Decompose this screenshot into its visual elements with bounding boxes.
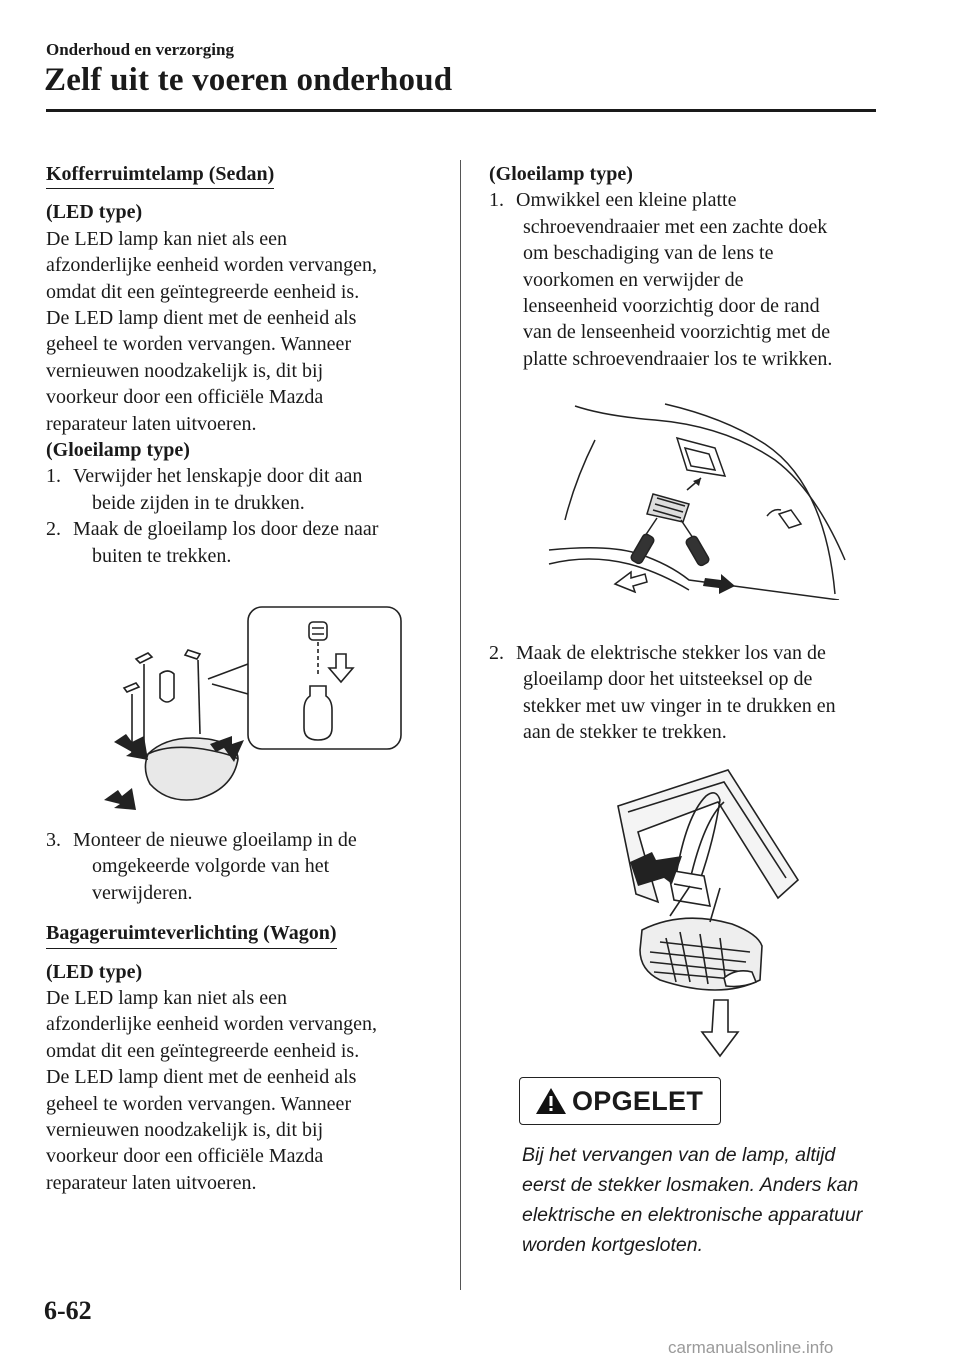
- step-text-line: stekker met uw vinger in te drukken en: [523, 694, 836, 717]
- caution-label: OPGELET: [572, 1085, 704, 1116]
- left-column-top: [46, 161, 446, 569]
- step-number: 1.: [489, 189, 504, 212]
- section-label: Onderhoud en verzorging: [46, 40, 234, 59]
- step-text-line: om beschadiging van de lens te: [523, 242, 774, 265]
- title-rule: [46, 109, 876, 112]
- step-text-line: platte schroevendraaier los te wrikken.: [523, 347, 833, 370]
- plug-disconnect-figure: [610, 766, 805, 1058]
- step-number: 3.: [46, 829, 61, 851]
- step-number: 2.: [489, 642, 504, 664]
- page-title: Zelf uit te voeren onderhoud: [44, 62, 453, 98]
- caution-text-line: eerst de stekker losmaken. Anders kan: [522, 1174, 859, 1196]
- bulb-type-label: (Gloeilamp type): [489, 163, 633, 185]
- step-text-line: Monteer de nieuwe gloeilamp in de: [73, 829, 357, 851]
- caution-box: [519, 1077, 721, 1125]
- led-text-line: afzonderlijke eenheid worden vervangen,: [46, 254, 377, 277]
- led-text-line: De LED lamp dient met de eenheid als: [46, 307, 357, 330]
- step-text-line: omgekeerde volgorde van het: [92, 855, 330, 878]
- led-text-line: omdat dit een geïntegreerde eenheid is.: [46, 280, 360, 303]
- led-text-line: omdat dit een geïntegreerde eenheid is.: [46, 1039, 360, 1062]
- led-type-label: (LED type): [46, 960, 143, 983]
- step-text-line: voorkomen en verwijder de: [523, 268, 744, 291]
- heading-bagageruimteverlichting: Bagageruimteverlichting (Wagon): [46, 920, 337, 948]
- lens-cover-removal-figure: [100, 604, 405, 814]
- step-text-line: van de lenseenheid voorzichtig met de: [523, 321, 831, 344]
- heading-kofferruimtelamp: Kofferruimtelamp (Sedan): [46, 161, 274, 189]
- led-text-line: voorkeur door een officiële Mazda: [46, 1145, 324, 1168]
- step-number: 1.: [46, 465, 61, 488]
- step-text-line: Verwijder het lenskapje door dit aan: [73, 465, 363, 488]
- led-text-line: De LED lamp dient met de eenheid als: [46, 1066, 357, 1089]
- step-text-line: aan de stekker te trekken.: [523, 721, 727, 744]
- step-2: [489, 640, 889, 746]
- caution-text: [522, 1140, 882, 1260]
- step-text-line: schroevendraaier met een zachte doek: [523, 215, 828, 238]
- bulb-type-label: (Gloeilamp type): [46, 439, 190, 462]
- caution-text-line: elektrische en elektronische apparatuur: [522, 1204, 863, 1226]
- led-type-label: (LED type): [46, 201, 143, 224]
- column-divider: [460, 160, 461, 1290]
- step-text-line: Maak de elektrische stekker los van de: [516, 642, 826, 664]
- led-text-line: De LED lamp kan niet als een: [46, 987, 288, 1010]
- caution-text-line: Bij het vervangen van de lamp, altijd: [522, 1144, 836, 1166]
- step-text-line: verwijderen.: [92, 881, 193, 904]
- watermark: carmanualsonline.info: [668, 1338, 834, 1357]
- step-3: [46, 827, 446, 906]
- step-text-line: lenseenheid voorzichtig door de rand: [523, 295, 820, 318]
- led-text-line: vernieuwen noodzakelijk is, dit bij: [46, 359, 324, 382]
- warning-icon: [534, 1086, 568, 1116]
- led-text-line: De LED lamp kan niet als een: [46, 227, 288, 250]
- right-column-middle: [489, 640, 889, 746]
- step-1: [489, 187, 889, 372]
- step-text-line: gloeilamp door het uitsteeksel op de: [523, 668, 813, 691]
- led-text-line: geheel te worden vervangen. Wanneer: [46, 333, 352, 356]
- step-2: [46, 516, 446, 569]
- led-text-line: geheel te worden vervangen. Wanneer: [46, 1092, 352, 1115]
- step-text-line: Omwikkel een kleine platte: [516, 189, 737, 212]
- led-text-line: reparateur laten uitvoeren.: [46, 1171, 257, 1194]
- caution-text-line: worden kortgesloten.: [522, 1234, 704, 1256]
- step-number: 2.: [46, 518, 61, 541]
- led-text-line: reparateur laten uitvoeren.: [46, 412, 257, 435]
- step-1: [46, 463, 446, 516]
- step-text-line: beide zijden in te drukken.: [92, 491, 305, 514]
- right-column-top: [489, 161, 889, 372]
- step-text-line: Maak de gloeilamp los door deze naar: [73, 518, 379, 541]
- led-text-line: vernieuwen noodzakelijk is, dit bij: [46, 1119, 324, 1142]
- led-text-line: afzonderlijke eenheid worden vervangen,: [46, 1013, 377, 1036]
- led-text-line: voorkeur door een officiële Mazda: [46, 386, 324, 409]
- page-number: 6-62: [44, 1296, 92, 1325]
- lens-pry-screwdriver-figure: [545, 400, 850, 600]
- step-text-line: buiten te trekken.: [92, 544, 232, 567]
- left-column-bottom: [46, 827, 446, 1196]
